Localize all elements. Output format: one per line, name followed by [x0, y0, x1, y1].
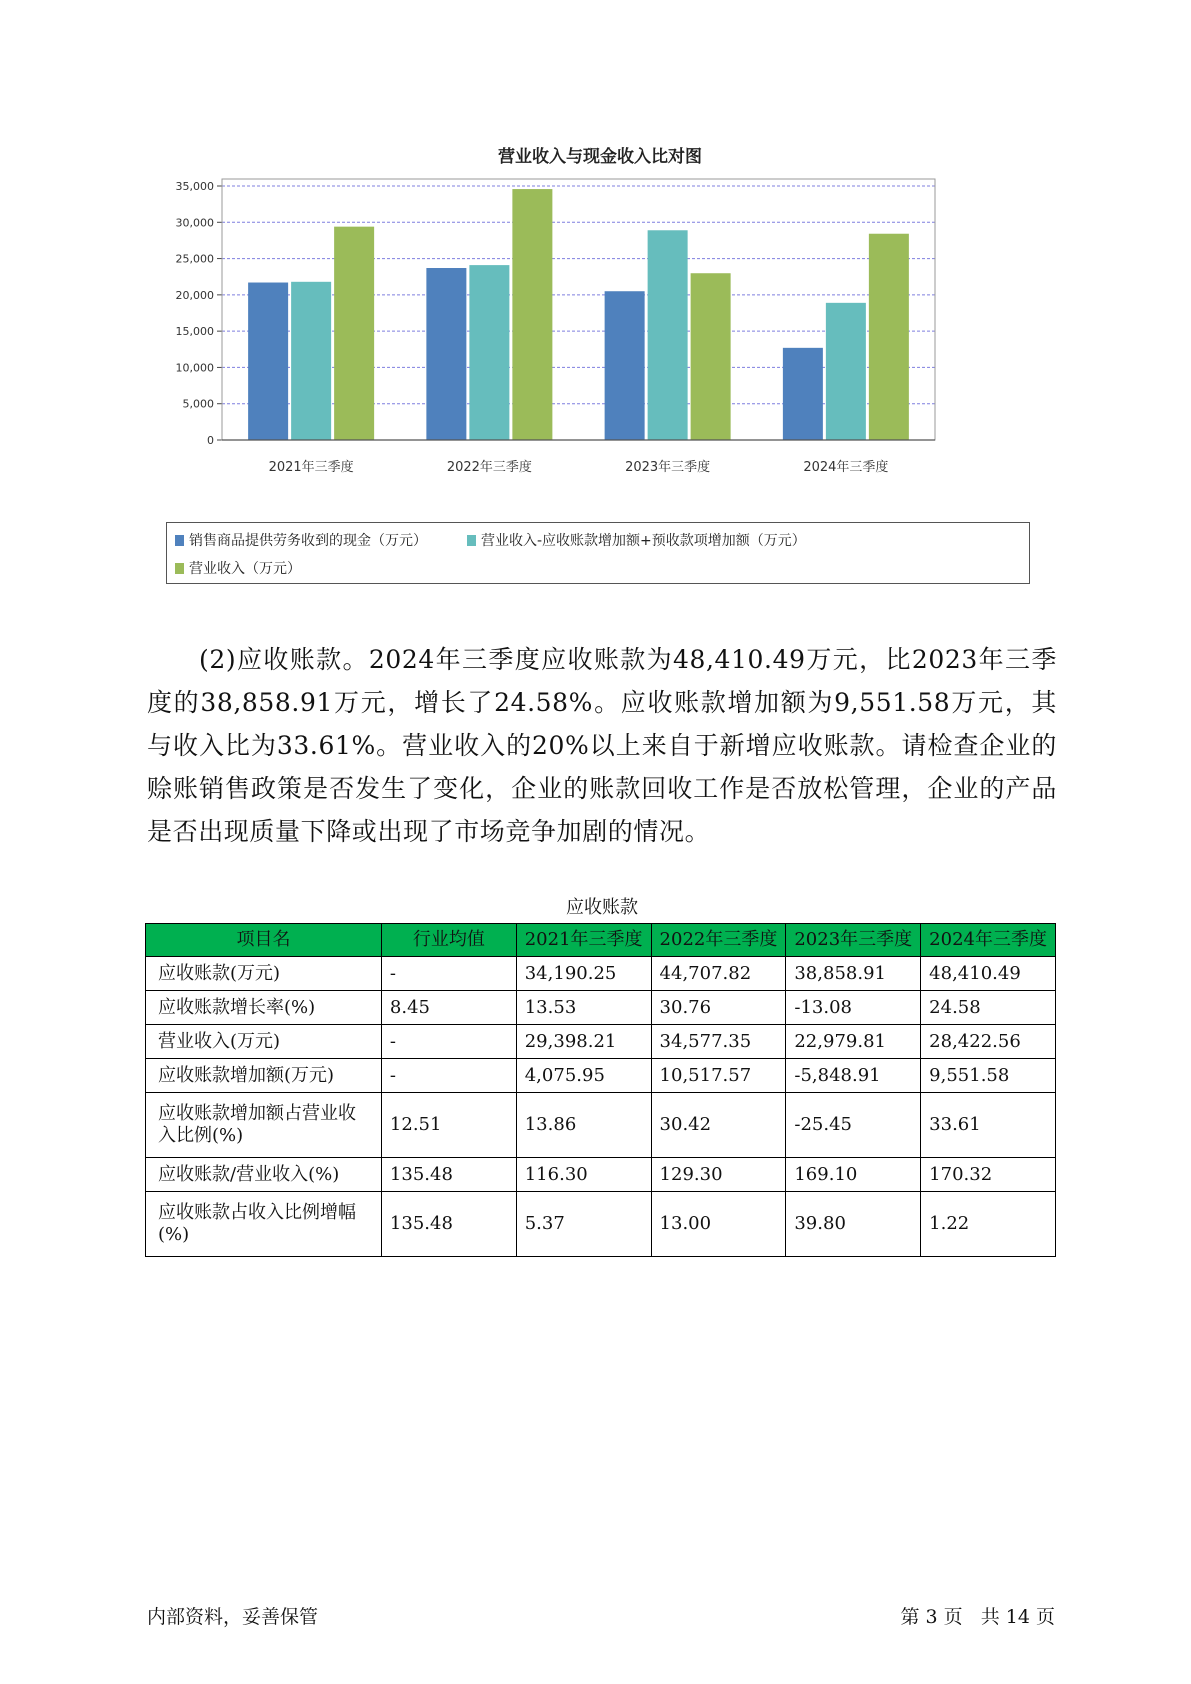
header-cell: 2024年三季度	[921, 924, 1056, 957]
header-cell: 2022年三季度	[651, 924, 786, 957]
bar-3-3	[691, 273, 731, 440]
table-cell: 13.86	[516, 1093, 651, 1158]
row-label: 应收账款占收入比例增幅(%)	[146, 1192, 382, 1257]
receivables-analysis-paragraph: (2)应收账款。2024年三季度应收账款为48,410.49万元，比2023年三季度的38,858.91万元，增长了24.58%。应收账款增加额为9,551.58万元，其与收入比为33.61%。营业收入的20%以上来自于新增应收账款。请检查企业的赊账销售政策是否发生了变化，企业的账款回收工作是否放松管理，企业的产品是否出现质量下降或出现了市场竞争加剧的情况。	[147, 645, 1057, 846]
header-cell: 项目名	[146, 924, 382, 957]
bar-2-1	[291, 282, 331, 440]
table-cell: 4,075.95	[516, 1059, 651, 1093]
x-category-label: 2024年三季度	[803, 460, 889, 475]
bar-3-4	[869, 234, 909, 440]
table-cell: 30.76	[651, 991, 786, 1025]
y-tick-label: 25,000	[175, 252, 214, 266]
bar-1-2	[426, 268, 466, 440]
x-category-label: 2023年三季度	[625, 460, 711, 475]
header-cell: 行业均值	[381, 924, 516, 957]
table-cell: 9,551.58	[921, 1059, 1056, 1093]
table-cell: 34,190.25	[516, 957, 651, 991]
bar-1-1	[248, 283, 288, 440]
legend-item-adjusted-revenue	[467, 530, 806, 550]
legend-item-revenue	[175, 558, 301, 578]
bar-2-2	[469, 265, 509, 440]
chart-bars	[248, 189, 909, 440]
table-cell: -13.08	[786, 991, 921, 1025]
table-row	[146, 991, 1056, 1025]
y-tick-label: 5,000	[182, 397, 214, 411]
chart-legend	[166, 522, 1030, 584]
row-label: 应收账款增加额占营业收入比例(%)	[146, 1093, 382, 1158]
table-cell: 116.30	[516, 1158, 651, 1192]
table-row	[146, 1093, 1056, 1158]
revenue-cash-chart	[160, 135, 1040, 590]
table-cell: 44,707.82	[651, 957, 786, 991]
table-caption: 应收账款	[566, 897, 638, 918]
bar-1-3	[605, 291, 645, 440]
chart-title: 营业收入与现金收入比对图	[498, 147, 702, 167]
table-cell: 38,858.91	[786, 957, 921, 991]
legend-item-cash	[175, 530, 427, 550]
bar-2-4	[826, 303, 866, 440]
table-cell: 1.22	[921, 1192, 1056, 1257]
table-cell: -	[381, 957, 516, 991]
legend-label-adjusted-revenue: 营业收入-应收账款增加额+预收款项增加额（万元）	[481, 533, 806, 549]
table-cell: 135.48	[381, 1192, 516, 1257]
table-cell: 169.10	[786, 1158, 921, 1192]
y-tick-label: 10,000	[175, 361, 214, 375]
receivables-table	[145, 923, 1056, 1257]
header-cell: 2023年三季度	[786, 924, 921, 957]
row-label: 营业收入(万元)	[146, 1025, 382, 1059]
table-cell: -5,848.91	[786, 1059, 921, 1093]
footer-page-number: 第 3 页 共 14 页	[900, 1606, 1055, 1628]
table-cell: 135.48	[381, 1158, 516, 1192]
table-row	[146, 957, 1056, 991]
table-cell: 34,577.35	[651, 1025, 786, 1059]
table-cell: 13.00	[651, 1192, 786, 1257]
y-tick-label: 0	[207, 434, 214, 447]
table-cell: 129.30	[651, 1158, 786, 1192]
table-cell: 5.37	[516, 1192, 651, 1257]
table-cell: 10,517.57	[651, 1059, 786, 1093]
table-cell: 8.45	[381, 991, 516, 1025]
y-tick-label: 30,000	[175, 216, 214, 230]
table-cell: 22,979.81	[786, 1025, 921, 1059]
row-label: 应收账款(万元)	[146, 957, 382, 991]
table-cell: 30.42	[651, 1093, 786, 1158]
table-cell: 170.32	[921, 1158, 1056, 1192]
table-row	[146, 1158, 1056, 1192]
row-label: 应收账款增长率(%)	[146, 991, 382, 1025]
legend-swatch-adjusted-revenue	[467, 535, 476, 546]
table-cell: 29,398.21	[516, 1025, 651, 1059]
table-cell: 12.51	[381, 1093, 516, 1158]
table-cell: 48,410.49	[921, 957, 1056, 991]
y-tick-label: 35,000	[175, 180, 214, 193]
legend-label-revenue: 营业收入（万元）	[189, 561, 301, 577]
legend-label-cash: 销售商品提供劳务收到的现金（万元）	[189, 533, 427, 549]
row-label: 应收账款增加额(万元)	[146, 1059, 382, 1093]
table-cell: -	[381, 1059, 516, 1093]
table-header-row	[146, 924, 1056, 957]
y-tick-label: 20,000	[175, 288, 214, 302]
table-row	[146, 1025, 1056, 1059]
table-cell: 13.53	[516, 991, 651, 1025]
row-label: 应收账款/营业收入(%)	[146, 1158, 382, 1192]
footer-confidential-note: 内部资料，妥善保管	[147, 1606, 319, 1628]
table-cell: 39.80	[786, 1192, 921, 1257]
table-row	[146, 1192, 1056, 1257]
table-cell: -25.45	[786, 1093, 921, 1158]
table-row	[146, 1059, 1056, 1093]
legend-swatch-cash	[175, 535, 184, 546]
table-cell: -	[381, 1025, 516, 1059]
bar-2-3	[648, 230, 688, 440]
legend-swatch-revenue	[175, 563, 184, 574]
bar-3-2	[512, 189, 552, 440]
x-category-label: 2022年三季度	[446, 460, 532, 475]
table-cell: 33.61	[921, 1093, 1056, 1158]
bar-3-1	[334, 227, 374, 440]
y-tick-label: 15,000	[175, 325, 214, 339]
table-cell: 28,422.56	[921, 1025, 1056, 1059]
header-cell: 2021年三季度	[516, 924, 651, 957]
x-category-label: 2021年三季度	[268, 460, 354, 475]
table-cell: 24.58	[921, 991, 1056, 1025]
bar-1-4	[783, 348, 823, 440]
